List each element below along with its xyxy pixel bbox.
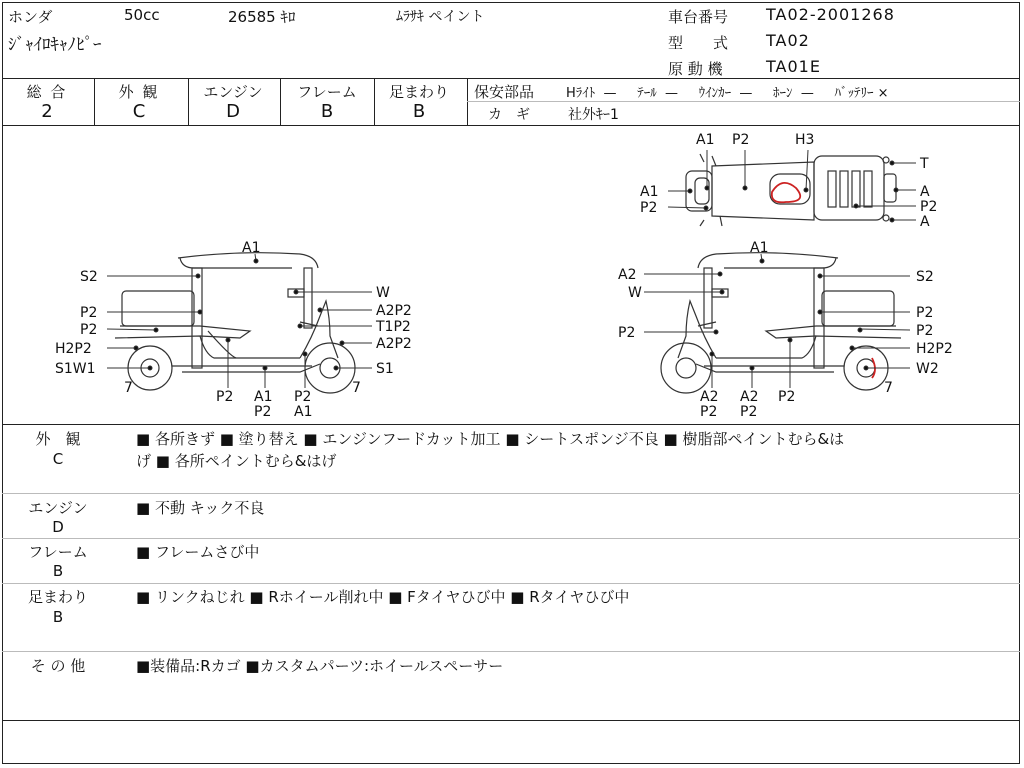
diagram-label: S1W1 [55,361,96,377]
grade-engine-value: D [226,101,240,122]
diagram-label: P2 [640,200,658,216]
diagram-label: H2P2 [55,341,92,357]
diagram-label: P2 [254,404,272,420]
model-name: ｼﾞｬｲﾛｷｬﾉﾋﾟｰ [8,35,102,55]
divider [2,583,1020,584]
remark-other-text: ■装備品:Rカゴ ■カスタムパーツ:ホイールスペーサー [136,657,504,675]
diagram-label: P2 [778,389,796,405]
divider [467,101,1020,102]
diagram-label: A1 [696,132,715,148]
diagram-label: 7 [124,380,133,396]
maker: ホンダ [8,8,53,26]
damage-diagram [0,126,1024,424]
mileage: 26585 ｷﾛ [228,8,296,26]
divider [2,424,1020,425]
remark-engine-text: ■ 不動 キック不良 [136,499,265,517]
damage-mark [772,183,800,202]
diagram-label: A2 [700,389,719,405]
diagram-label: A2 [618,267,637,283]
key-value: 社外ｷｰ1 [568,107,619,123]
grade-engine-label: エンジン [203,83,263,101]
divider [2,538,1020,539]
diagram-label: P2 [80,322,98,338]
diagram-label: S2 [80,269,98,285]
top-view [686,154,896,226]
divider [2,651,1020,652]
remark-frame-grade: B [52,562,64,580]
divider [2,493,1020,494]
key-label: カ ギ [488,107,530,123]
remark-suspension-grade: B [52,608,64,626]
grade-suspension-value: B [412,101,426,122]
remark-suspension-category: 足まわり [27,588,88,606]
diagram-label: 7 [884,380,893,396]
diagram-label: A [920,184,930,200]
safety-title: 保安部品 [474,83,535,101]
diagram-label: A2 [740,389,759,405]
grade-overall-value: 2 [41,101,53,122]
divider [2,78,1020,79]
diagram-label: W2 [916,361,939,377]
diagram-label: A1 [750,240,769,256]
diagram-label: P2 [916,305,934,321]
diagram-label: P2 [80,305,98,321]
diagram-label: T [920,156,929,172]
divider [280,78,281,126]
grade-frame-value: B [320,101,334,122]
remark-exterior-text-cont: げ ■ 各所ペイントむら&はげ [136,452,337,470]
left-side-view [115,253,355,393]
divider [467,78,468,126]
safety-items: Hﾗｲﾄ — ﾃｰﾙ — ｳｲﾝｶｰ — ﾎｰﾝ — ﾊﾞｯﾃﾘｰ × [566,86,889,101]
diagram-label: P2 [216,389,234,405]
diagram-label: H2P2 [916,341,953,357]
diagram-label: A2P2 [376,336,412,352]
diagram-label: W [628,285,642,301]
remark-suspension-text: ■ リンクねじれ ■ Rホイール削れ中 ■ Fタイヤひび中 ■ Rタイヤひび中 [136,588,630,606]
diagram-label: P2 [294,389,312,405]
diagram-label: P2 [618,325,636,341]
remark-exterior-text: ■ 各所きず ■ 塗り替え ■ エンジンフードカット加工 ■ シートスポンジ不良 ■ 樹脂部ペイントむら&は [136,430,845,448]
diagram-label: T1P2 [376,319,411,335]
grade-exterior-label: 外 観 [118,83,160,101]
diagram-label: P2 [700,404,718,420]
remark-engine-grade: D [52,518,64,536]
remark-exterior-category: 外 観 [35,430,81,448]
chassis-label: 車台番号 [668,8,729,26]
diagram-label: P2 [732,132,750,148]
type-value: TA02 [766,31,810,50]
diagram-label: A1 [294,404,313,420]
diagram-label: W [376,285,390,301]
grade-frame-label: フレーム [297,83,357,101]
diagram-label: A1 [254,389,273,405]
diagram-label: A [920,214,930,230]
remark-engine-category: エンジン [28,499,88,517]
remark-other-category: そ の 他 [30,657,86,675]
divider [2,720,1020,721]
diagram-label: A1 [640,184,659,200]
diagram-label: S1 [376,361,394,377]
diagram-label: A1 [242,240,261,256]
grade-exterior-value: C [132,101,146,122]
engine-label: 原 動 機 [668,60,723,78]
grade-overall-label: 総 合 [26,83,68,101]
diagram-label: P2 [920,199,938,215]
displacement: 50cc [124,6,160,24]
grade-suspension-label: 足まわり [388,83,449,101]
remark-frame-category: フレーム [28,543,88,561]
diagram-label: P2 [740,404,758,420]
chassis-value: TA02-2001268 [766,5,895,24]
diagram-label: 7 [352,380,361,396]
type-label: 型 式 [668,34,729,52]
color: ﾑﾗｻｷ ペイント [396,9,485,25]
diagram-label: P2 [916,323,934,339]
engine-value: TA01E [766,57,821,76]
remark-frame-text: ■ フレームさび中 [136,543,260,561]
remark-exterior-grade: C [52,450,64,468]
diagram-label: A2P2 [376,303,412,319]
diagram-label: H3 [795,132,815,148]
diagram-label: S2 [916,269,934,285]
